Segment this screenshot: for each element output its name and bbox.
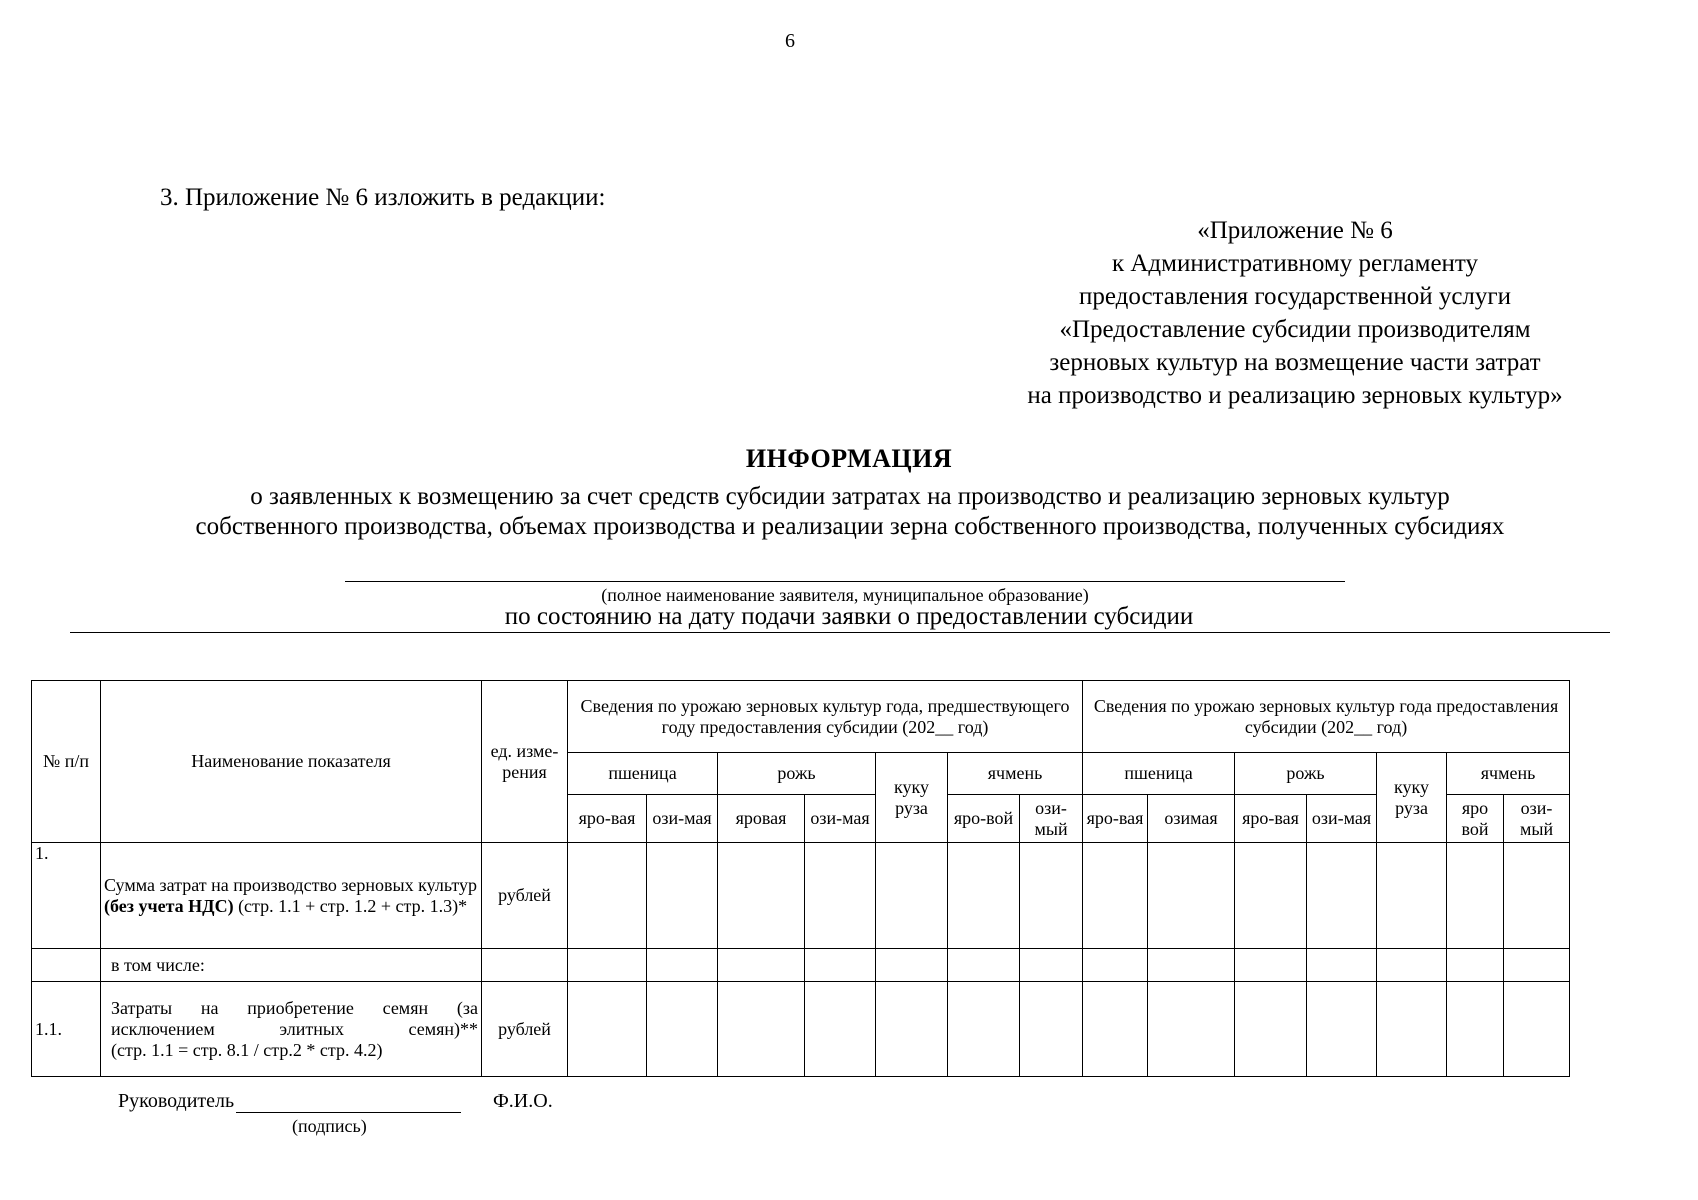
data-cell[interactable] [876, 843, 948, 949]
document-title: ИНФОРМАЦИЯ [745, 444, 953, 473]
data-cell[interactable] [718, 949, 805, 982]
data-cell[interactable] [1235, 949, 1307, 982]
curr-wheat-spring: яро-вая [1083, 795, 1148, 843]
prev-barley: ячмень [948, 753, 1083, 795]
as-of-date: по состоянию на дату подачи заявки о предоставлении субсидии [504, 603, 1194, 630]
data-cell[interactable] [1235, 843, 1307, 949]
signature-caption: (подпись) [292, 1116, 367, 1136]
header-indicator: Наименование показателя [101, 681, 482, 843]
signature-label: Руководитель [118, 1090, 235, 1112]
appendix-line: зерновых культур на возмещение части затрат [1049, 349, 1541, 376]
data-cell[interactable] [1235, 982, 1307, 1077]
data-cell[interactable] [1020, 982, 1083, 1077]
row-number: 1. [32, 843, 101, 949]
data-cell[interactable] [1020, 843, 1083, 949]
data-cell[interactable] [1083, 949, 1148, 982]
curr-rye-spring: яро-вая [1235, 795, 1307, 843]
document-subtitle [60, 482, 1640, 542]
appendix-line: к Административному регламенту [1111, 250, 1479, 277]
curr-barley: ячмень [1447, 753, 1570, 795]
data-cell[interactable] [1083, 843, 1148, 949]
row-unit [482, 949, 568, 982]
header-unit: ед. изме-рения [482, 681, 568, 843]
indicator-line: исключением элитных семян)** [111, 1018, 478, 1039]
data-cell[interactable] [647, 843, 718, 949]
prev-barley-winter: ози-мый [1020, 795, 1083, 843]
curr-wheat-winter: озимая [1148, 795, 1235, 843]
data-cell[interactable] [1307, 982, 1377, 1077]
row-indicator [101, 982, 482, 1077]
signature-line[interactable] [236, 1092, 461, 1113]
data-cell[interactable] [647, 982, 718, 1077]
data-cell[interactable] [1447, 949, 1504, 982]
data-cell[interactable] [1307, 949, 1377, 982]
table-row [32, 843, 1570, 949]
appendix-line: на производство и реализацию зерновых культур» [1027, 382, 1563, 409]
data-cell[interactable] [647, 949, 718, 982]
indicator-text: Сумма затрат на производство зерновых культур [104, 874, 477, 895]
table-row [32, 982, 1570, 1077]
row-unit: рублей [482, 982, 568, 1077]
row-unit: рублей [482, 843, 568, 949]
applicant-caption: (полное наименование заявителя, муниципальное образование) [601, 585, 1089, 605]
page-number: 6 [785, 30, 795, 52]
data-cell[interactable] [718, 843, 805, 949]
row-number [32, 949, 101, 982]
curr-rye: рожь [1235, 753, 1377, 795]
prev-wheat-spring: яро-вая [568, 795, 647, 843]
prev-corn: куку руза [876, 753, 948, 843]
data-cell[interactable] [1504, 949, 1570, 982]
data-cell[interactable] [948, 949, 1020, 982]
data-cell[interactable] [1447, 982, 1504, 1077]
subtitle-line: о заявленных к возмещению за счет средств субсидии затратах на производство и реализацию зерновых культур [250, 483, 1450, 510]
indicator-bold-text: (без учета НДС) [104, 895, 234, 916]
info-table [31, 680, 1570, 1077]
curr-rye-winter: ози-мая [1307, 795, 1377, 843]
appendix-line: «Приложение № 6 [1197, 217, 1393, 244]
header-current-year: Сведения по урожаю зерновых культур года предоставления субсидии (202__ год) [1083, 681, 1570, 753]
curr-barley-spring: яро вой [1447, 795, 1504, 843]
subtitle-line: собственного производства, объемах производства и реализации зерна собственного производства, полученных субсидиях [195, 513, 1505, 540]
data-cell[interactable] [1148, 843, 1235, 949]
signature-block [118, 1090, 461, 1113]
curr-barley-winter: ози-мый [1504, 795, 1570, 843]
appendix-line: предоставления государственной услуги [1078, 283, 1512, 310]
signature-fio: Ф.И.О. [493, 1090, 553, 1112]
data-cell[interactable] [568, 982, 647, 1077]
data-cell[interactable] [876, 982, 948, 1077]
row-indicator [101, 843, 482, 949]
prev-rye: рожь [718, 753, 876, 795]
data-cell[interactable] [1377, 949, 1447, 982]
data-cell[interactable] [948, 843, 1020, 949]
appendix-line: «Предоставление субсидии производителям [1059, 316, 1531, 343]
appendix-header [975, 214, 1615, 412]
data-cell[interactable] [1148, 982, 1235, 1077]
data-cell[interactable] [805, 949, 876, 982]
prev-wheat: пшеница [568, 753, 718, 795]
divider-line [70, 632, 1610, 633]
row-number: 1.1. [32, 982, 101, 1077]
data-cell[interactable] [568, 949, 647, 982]
indicator-line: Затраты на приобретение семян (за [111, 997, 478, 1018]
data-cell[interactable] [805, 843, 876, 949]
data-cell[interactable] [1377, 982, 1447, 1077]
data-cell[interactable] [876, 949, 948, 982]
amendment-item: 3. Приложение № 6 изложить в редакции: [160, 184, 606, 211]
prev-wheat-winter: ози-мая [647, 795, 718, 843]
data-cell[interactable] [1148, 949, 1235, 982]
data-cell[interactable] [1020, 949, 1083, 982]
data-cell[interactable] [1447, 843, 1504, 949]
header-prev-year: Сведения по урожаю зерновых культур года, предшествующего году предоставления субсидии (202__ год) [568, 681, 1083, 753]
applicant-name-line [345, 581, 1345, 582]
data-cell[interactable] [568, 843, 647, 949]
data-cell[interactable] [1377, 843, 1447, 949]
prev-rye-spring: яровая [718, 795, 805, 843]
indicator-text: (стр. 1.1 + стр. 1.2 + стр. 1.3)* [233, 895, 468, 916]
data-cell[interactable] [1083, 982, 1148, 1077]
data-cell[interactable] [805, 982, 876, 1077]
data-cell[interactable] [1307, 843, 1377, 949]
header-number: № п/п [32, 681, 101, 843]
table-row [32, 949, 1570, 982]
data-cell[interactable] [948, 982, 1020, 1077]
indicator-line: (стр. 1.1 = стр. 8.1 / стр.2 * стр. 4.2) [111, 1039, 383, 1060]
data-cell[interactable] [1504, 843, 1570, 949]
data-cell[interactable] [1504, 982, 1570, 1077]
prev-rye-winter: ози-мая [805, 795, 876, 843]
curr-corn: куку руза [1377, 753, 1447, 843]
row-indicator: в том числе: [101, 949, 482, 982]
curr-wheat: пшеница [1083, 753, 1235, 795]
data-cell[interactable] [718, 982, 805, 1077]
prev-barley-spring: яро-вой [948, 795, 1020, 843]
